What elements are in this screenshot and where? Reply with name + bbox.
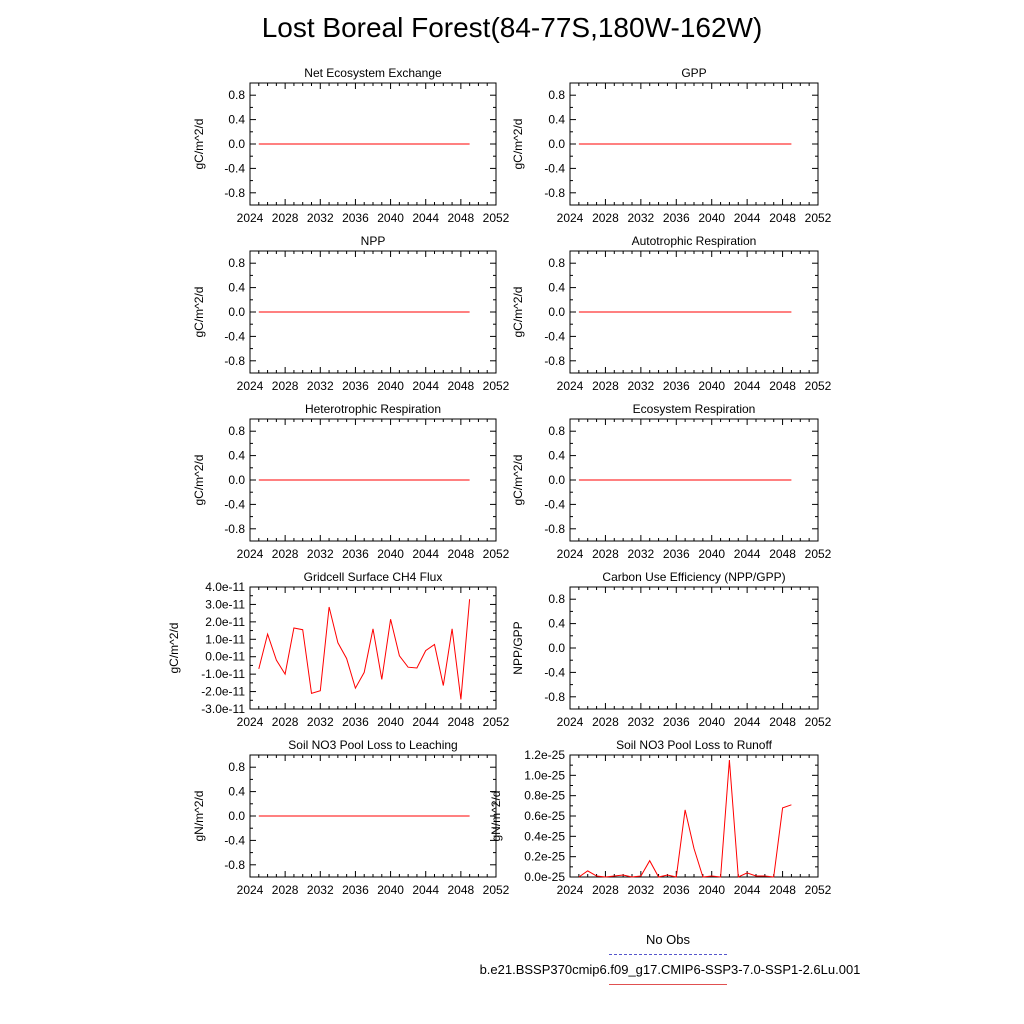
y-axis-label: gC/m^2/d (511, 454, 525, 506)
x-tick-label: 2052 (482, 547, 510, 561)
y-tick-label: 0.6e-25 (524, 809, 565, 823)
y-axis-label: gN/m^2/d (489, 790, 503, 842)
y-tick-label: 0.4 (228, 448, 245, 463)
x-tick-label: 2028 (271, 883, 299, 897)
x-tick-label: 2052 (804, 883, 832, 897)
x-tick-label: 2028 (271, 547, 299, 561)
panel-title: Soil NO3 Pool Loss to Leaching (288, 738, 458, 752)
x-tick-label: 2032 (306, 211, 334, 225)
x-tick-label: 2024 (236, 883, 264, 897)
x-tick-label: 2024 (236, 211, 264, 225)
legend-label-model-run: b.e21.BSSP370cmip6.f09_g17.CMIP6-SSP3-7.0-SSP1-2.6Lu.001 (479, 962, 861, 977)
y-tick-label: -0.8 (544, 185, 565, 200)
y-tick-label: -3.0e-11 (201, 702, 245, 716)
y-axis-label: gC/m^2/d (511, 286, 525, 338)
y-tick-label: 0.8 (548, 424, 565, 439)
y-tick-label: -0.4 (544, 161, 565, 176)
panel-title: Ecosystem Respiration (632, 402, 756, 416)
x-tick-label: 2040 (698, 883, 726, 897)
x-tick-label: 2048 (769, 379, 796, 393)
x-tick-label: 2052 (804, 379, 832, 393)
y-tick-label: 0.8e-25 (524, 788, 565, 803)
y-tick-label: 0.4 (548, 616, 565, 631)
x-tick-label: 2040 (698, 379, 726, 393)
y-tick-label: 0.4 (548, 112, 565, 127)
x-tick-label: 2024 (556, 547, 584, 561)
y-axis-label: gN/m^2/d (192, 790, 206, 842)
x-tick-label: 2048 (447, 547, 475, 561)
x-tick-label: 2048 (447, 379, 475, 393)
chart-panel (511, 234, 832, 393)
panel-title: Carbon Use Efficiency (NPP/GPP) (602, 570, 786, 584)
x-tick-label: 2052 (482, 379, 510, 393)
y-tick-label: 0.4 (228, 112, 245, 127)
x-tick-label: 2028 (271, 211, 299, 225)
x-tick-label: 2048 (769, 547, 796, 561)
chart-panel (511, 66, 832, 225)
y-tick-label: 0.0 (548, 641, 565, 655)
y-tick-label: 0.8 (548, 592, 565, 607)
x-tick-label: 2052 (804, 211, 832, 225)
x-tick-label: 2040 (698, 547, 726, 561)
chart-panel (192, 234, 510, 393)
x-tick-label: 2028 (592, 715, 619, 729)
x-tick-label: 2040 (698, 211, 726, 225)
x-tick-label: 2032 (627, 379, 655, 393)
y-tick-label: 0.0 (548, 473, 565, 487)
x-tick-label: 2040 (377, 379, 404, 393)
y-tick-label: 0.0e-25 (524, 870, 565, 884)
x-tick-label: 2024 (556, 883, 584, 897)
y-axis-label: gC/m^2/d (511, 118, 525, 170)
y-tick-label: 0.0 (548, 137, 565, 151)
x-tick-label: 2044 (412, 715, 440, 729)
y-tick-label: -0.4 (544, 665, 565, 680)
y-tick-label: -0.4 (224, 833, 245, 848)
chart-panel (511, 402, 832, 561)
y-tick-label: 0.4 (548, 280, 565, 295)
panel-title: Soil NO3 Pool Loss to Runoff (616, 738, 772, 752)
x-tick-label: 2032 (627, 547, 655, 561)
x-tick-label: 2032 (627, 715, 655, 729)
y-tick-label: 0.8 (228, 256, 245, 271)
y-tick-label: 0.8 (548, 88, 565, 103)
y-tick-label: 0.0 (228, 305, 245, 319)
y-tick-label: -0.8 (224, 521, 245, 536)
chart-panel (192, 66, 510, 225)
y-tick-label: -0.4 (544, 329, 565, 344)
y-tick-label: 0.8 (228, 424, 245, 439)
x-tick-label: 2036 (662, 379, 690, 393)
x-tick-label: 2044 (412, 211, 440, 225)
x-tick-label: 2036 (342, 379, 369, 393)
x-tick-label: 2036 (342, 547, 369, 561)
y-tick-label: 0.0 (228, 473, 245, 487)
chart-panel (192, 402, 510, 561)
x-tick-label: 2036 (662, 547, 690, 561)
x-tick-label: 2032 (306, 883, 334, 897)
x-tick-label: 2032 (306, 547, 334, 561)
chart-panel (489, 738, 832, 897)
legend-label-no-obs: No Obs (645, 932, 691, 947)
x-tick-label: 2028 (592, 211, 619, 225)
y-axis-label: gC/m^2/d (192, 454, 206, 506)
legend-line-model-run (609, 984, 727, 985)
y-tick-label: -0.4 (224, 161, 245, 176)
x-tick-label: 2028 (271, 379, 299, 393)
x-tick-label: 2044 (733, 715, 761, 729)
y-axis-label: NPP/GPP (511, 621, 525, 675)
y-tick-label: 0.4 (228, 784, 245, 799)
x-tick-label: 2036 (342, 715, 369, 729)
y-axis-label: gC/m^2/d (167, 622, 181, 674)
x-tick-label: 2028 (592, 379, 619, 393)
x-tick-label: 2024 (236, 379, 264, 393)
y-tick-label: 0.2e-25 (524, 849, 565, 864)
y-tick-label: 3.0e-11 (205, 597, 245, 612)
x-tick-label: 2032 (306, 379, 334, 393)
x-tick-label: 2032 (306, 715, 334, 729)
y-tick-label: -0.8 (544, 689, 565, 704)
series-line (259, 599, 470, 699)
x-tick-label: 2036 (342, 211, 369, 225)
x-tick-label: 2028 (271, 715, 299, 729)
x-tick-label: 2048 (769, 715, 796, 729)
y-tick-label: 1.0e-25 (524, 768, 565, 783)
x-tick-label: 2024 (556, 379, 584, 393)
x-tick-label: 2040 (377, 211, 404, 225)
x-tick-label: 2044 (412, 883, 440, 897)
y-tick-label: 0.8 (228, 760, 245, 775)
y-tick-label: 0.0 (548, 305, 565, 319)
x-tick-label: 2044 (733, 379, 761, 393)
x-tick-label: 2048 (447, 883, 475, 897)
chart-panel (192, 738, 510, 897)
x-tick-label: 2032 (627, 883, 655, 897)
x-tick-label: 2024 (236, 547, 264, 561)
x-tick-label: 2040 (698, 715, 726, 729)
y-axis-label: gC/m^2/d (192, 118, 206, 170)
y-tick-label: 0.0 (228, 809, 245, 823)
chart-panel (167, 570, 510, 729)
plot-frame (250, 587, 496, 709)
y-tick-label: 0.0e-11 (205, 649, 245, 664)
x-tick-label: 2024 (556, 211, 584, 225)
x-tick-label: 2036 (662, 883, 690, 897)
panel-title: Heterotrophic Respiration (304, 402, 442, 416)
y-tick-label: -0.8 (544, 521, 565, 536)
y-tick-label: 0.4 (548, 448, 565, 463)
legend-line-no-obs (609, 954, 727, 955)
y-tick-label: 0.4 (228, 280, 245, 295)
plot-frame (570, 587, 818, 709)
x-tick-label: 2044 (733, 211, 761, 225)
y-tick-label: 0.4e-25 (524, 829, 565, 844)
chart-panel (511, 570, 832, 729)
y-tick-label: -0.4 (224, 497, 245, 512)
y-tick-label: 4.0e-11 (205, 580, 245, 594)
x-tick-label: 2036 (342, 883, 369, 897)
y-tick-label: 2.0e-11 (205, 614, 245, 629)
x-tick-label: 2044 (733, 883, 761, 897)
y-tick-label: -0.4 (224, 329, 245, 344)
x-tick-label: 2052 (482, 883, 510, 897)
page-title: Lost Boreal Forest(84-77S,180W-162W) (261, 12, 763, 43)
x-tick-label: 2044 (733, 547, 761, 561)
x-tick-label: 2040 (377, 547, 404, 561)
panel-title: Autotrophic Respiration (631, 234, 757, 248)
y-tick-label: -0.8 (224, 857, 245, 872)
y-tick-label: -0.8 (544, 353, 565, 368)
x-tick-label: 2024 (236, 715, 264, 729)
x-tick-label: 2052 (482, 211, 510, 225)
x-tick-label: 2024 (556, 715, 584, 729)
x-tick-label: 2040 (377, 715, 404, 729)
x-tick-label: 2028 (592, 883, 619, 897)
y-tick-label: -1.0e-11 (201, 667, 245, 682)
y-tick-label: -0.4 (544, 497, 565, 512)
y-tick-label: 0.8 (548, 256, 565, 271)
x-tick-label: 2048 (447, 715, 475, 729)
y-tick-label: 0.8 (228, 88, 245, 103)
y-tick-label: -0.8 (224, 353, 245, 368)
y-tick-label: 1.2e-25 (524, 748, 565, 762)
x-tick-label: 2036 (662, 211, 690, 225)
x-tick-label: 2048 (769, 883, 796, 897)
x-tick-label: 2044 (412, 547, 440, 561)
plot-frame (570, 755, 818, 877)
x-tick-label: 2052 (482, 715, 510, 729)
x-tick-label: 2052 (804, 547, 832, 561)
x-tick-label: 2048 (447, 211, 475, 225)
panel-title: Net Ecosystem Exchange (304, 66, 442, 80)
x-tick-label: 2032 (627, 211, 655, 225)
y-tick-label: -0.8 (224, 185, 245, 200)
x-tick-label: 2028 (592, 547, 619, 561)
y-tick-label: -2.0e-11 (201, 684, 245, 699)
x-tick-label: 2036 (662, 715, 690, 729)
x-tick-label: 2040 (377, 883, 404, 897)
panel-title: NPP (360, 234, 386, 248)
panel-title: GPP (681, 66, 707, 80)
x-tick-label: 2044 (412, 379, 440, 393)
x-tick-label: 2048 (769, 211, 796, 225)
y-tick-label: 1.0e-11 (205, 632, 245, 647)
y-tick-label: 0.0 (228, 137, 245, 151)
x-tick-label: 2052 (804, 715, 832, 729)
series-line (579, 760, 792, 877)
y-axis-label: gC/m^2/d (192, 286, 206, 338)
panel-title: Gridcell Surface CH4 Flux (303, 570, 443, 584)
